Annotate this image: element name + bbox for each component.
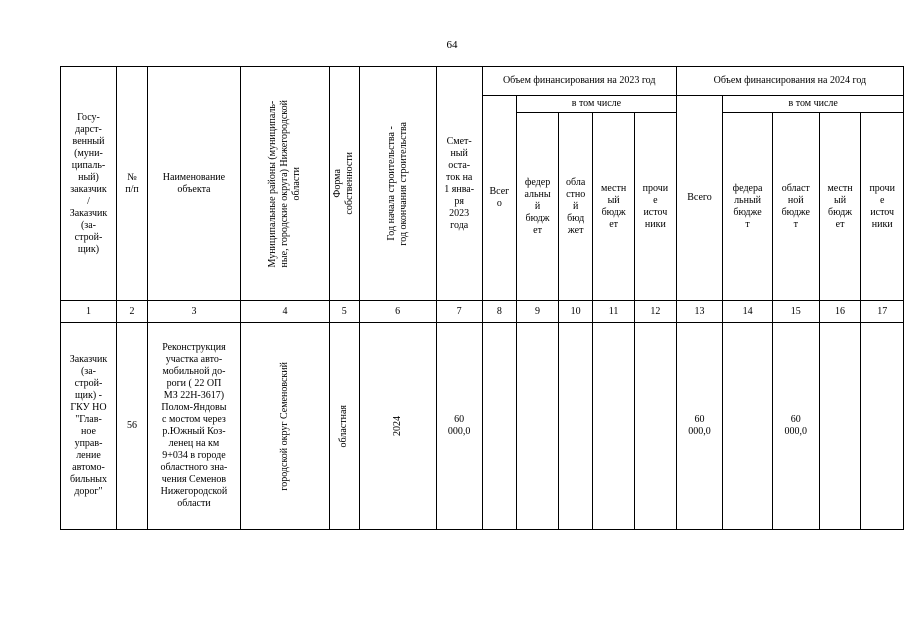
header-districts-text: Муниципальные районы (муниципаль- ные, городские округа) Нижегородской области xyxy=(266,99,302,268)
header-local-2023: местн ый бюдж ет xyxy=(593,113,635,301)
column-number: 3 xyxy=(147,301,240,323)
header-other-2024: прочи е источ ники xyxy=(861,113,904,301)
cell-years-text: 2024 xyxy=(391,416,403,436)
header-object-name: Наименование объекта xyxy=(147,67,240,301)
column-number: 6 xyxy=(359,301,436,323)
column-number: 10 xyxy=(559,301,593,323)
cell-ownership xyxy=(329,323,359,530)
column-number-row xyxy=(61,301,904,323)
cell-other-2023 xyxy=(634,323,676,530)
header-districts xyxy=(240,67,329,301)
header-estimate-balance: Смет- ный оста- ток на 1 янва- ря 2023 года xyxy=(436,67,482,301)
header-other-2023: прочи е источ ники xyxy=(634,113,676,301)
cell-federal-2024 xyxy=(723,323,772,530)
cell-district-text: городской округ Семеновский xyxy=(278,361,290,491)
column-number: 4 xyxy=(240,301,329,323)
cell-total-2023 xyxy=(482,323,516,530)
cell-district xyxy=(240,323,329,530)
column-number: 14 xyxy=(723,301,772,323)
header-including-2024: в том числе xyxy=(723,96,904,113)
column-number: 13 xyxy=(676,301,723,323)
header-regional-2023: обла стно й бюд жет xyxy=(559,113,593,301)
header-total-2024: Всего xyxy=(676,96,723,301)
table-row xyxy=(61,323,904,530)
column-number: 9 xyxy=(517,301,559,323)
header-total-2023: Всег о xyxy=(482,96,516,301)
column-number: 7 xyxy=(436,301,482,323)
header-federal-2024: федера льный бюдже т xyxy=(723,113,772,301)
cell-regional-2023 xyxy=(559,323,593,530)
cell-other-2024 xyxy=(861,323,904,530)
page-number: 64 xyxy=(446,39,458,51)
header-funding-2023: Объем финансирования на 2023 год xyxy=(482,67,676,96)
cell-federal-2023 xyxy=(517,323,559,530)
column-number: 15 xyxy=(772,301,819,323)
header-row-1 xyxy=(61,67,904,96)
cell-years xyxy=(359,323,436,530)
column-number: 8 xyxy=(482,301,516,323)
header-federal-2023: федер альны й бюдж ет xyxy=(517,113,559,301)
column-number: 1 xyxy=(61,301,117,323)
cell-local-2024 xyxy=(819,323,861,530)
header-number: № п/п xyxy=(116,67,147,301)
column-number: 2 xyxy=(116,301,147,323)
cell-regional-2024: 60 000,0 xyxy=(772,323,819,530)
header-funding-2024: Объем финансирования на 2024 год xyxy=(676,67,903,96)
cell-local-2023 xyxy=(593,323,635,530)
column-number: 5 xyxy=(329,301,359,323)
header-years xyxy=(359,67,436,301)
cell-total-2024: 60 000,0 xyxy=(676,323,723,530)
financing-table xyxy=(60,66,904,530)
cell-customer: Заказчик (за- строй- щик) - ГКУ НО "Глав- ное управ- ление автомо- бильных дорог" xyxy=(61,323,117,530)
column-number: 11 xyxy=(593,301,635,323)
column-number: 16 xyxy=(819,301,861,323)
cell-object-name: Реконструкция участка авто- мобильной до- роги ( 22 ОП МЗ 22Н-3617) Полом-Яндовы с мостом через р.Южный Коз- ленец на км 9+034 в городе областного зна- чения Семенов Нижегородской области xyxy=(147,323,240,530)
header-ownership xyxy=(329,67,359,301)
cell-ownership-text: областная xyxy=(338,404,350,448)
header-regional-2024: област ной бюдже т xyxy=(772,113,819,301)
header-years-text: Год начала строительства - год окончания строительства xyxy=(385,121,409,246)
header-customer: Госу- дарст- венный (муни- ципаль- ный) заказчик / Заказчик (за- строй- щик) xyxy=(61,67,117,301)
cell-number: 56 xyxy=(116,323,147,530)
header-ownership-text: Форма собственности xyxy=(332,152,356,215)
column-number: 17 xyxy=(861,301,904,323)
header-including-2023: в том числе xyxy=(517,96,677,113)
column-number: 12 xyxy=(634,301,676,323)
header-local-2024: местн ый бюдж ет xyxy=(819,113,861,301)
cell-estimate-balance: 60 000,0 xyxy=(436,323,482,530)
